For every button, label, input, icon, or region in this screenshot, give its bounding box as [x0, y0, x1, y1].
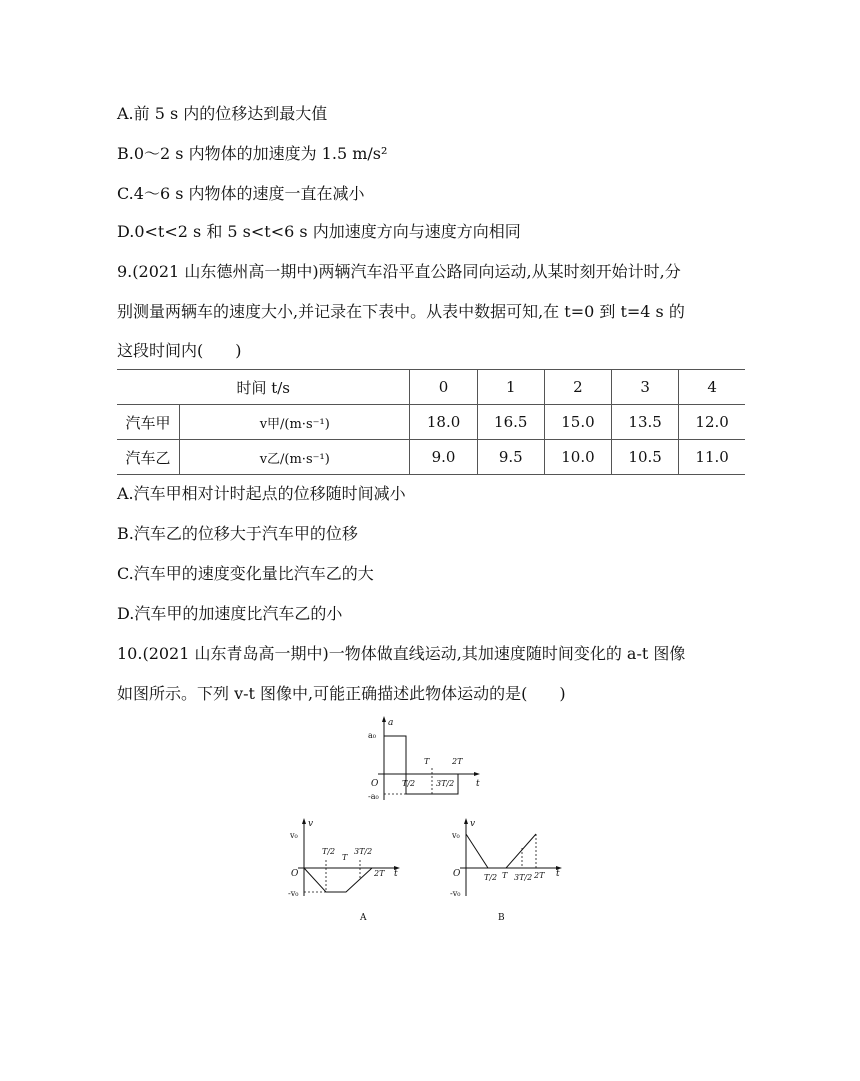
velocity-table: [117, 369, 745, 475]
q9-option-c: C.汽车甲的速度变化量比汽车乙的大: [117, 564, 374, 583]
tick-label-3t-half: 3T/2: [514, 873, 533, 882]
origin-label: O: [453, 869, 461, 879]
y-axis-arrow: [382, 716, 386, 722]
q9-option-d: D.汽车甲的加速度比汽车乙的小: [117, 604, 343, 623]
table-cell: 9.5: [477, 440, 544, 475]
tick-label-t: T: [424, 757, 430, 766]
tick-label-3t-half: 3T/2: [354, 847, 373, 856]
q10-stem-line-2: 如图所示。下列 v-t 图像中,可能正确描述此物体运动的是( ): [117, 684, 566, 703]
origin-label: O: [371, 779, 379, 789]
option-caption-b: B: [498, 913, 505, 923]
a0-label: a₀: [368, 731, 376, 740]
velocity-line: [466, 834, 536, 868]
tick-label-t: T: [342, 853, 348, 862]
q9-option-b: B.汽车乙的位移大于汽车甲的位移: [117, 524, 358, 543]
option-caption-a: A: [360, 913, 367, 923]
table-time-cell: 4: [679, 370, 745, 405]
x-axis-label: t: [556, 869, 560, 879]
table-row: [117, 440, 745, 475]
tick-label-2t: 2T: [534, 871, 545, 880]
tick-label-t: T: [502, 871, 508, 880]
y-axis-label: v: [470, 819, 476, 829]
table-cell: 16.5: [477, 405, 544, 440]
neg-v0-label: -v₀: [450, 889, 461, 898]
neg-a0-label: -a₀: [368, 792, 379, 801]
table-header-row: [117, 370, 745, 405]
y-axis-arrow: [464, 818, 468, 824]
q8-option-a: A.前 5 s 内的位移达到最大值: [117, 104, 328, 123]
table-car-name: 汽车甲: [117, 405, 180, 440]
table-cell: 9.0: [410, 440, 477, 475]
table-time-cell: 0: [410, 370, 477, 405]
tick-label-half-t: T/2: [322, 847, 336, 856]
q10-stem-line-1: 10.(2021 山东青岛高一期中)一物体做直线运动,其加速度随时间变化的 a-t 图像: [117, 644, 686, 663]
tick-label-3t-half: 3T/2: [436, 779, 455, 788]
tick-label-2t: 2T: [374, 869, 385, 878]
origin-label: O: [291, 869, 299, 879]
table-unit: v甲/(m·s⁻¹): [180, 405, 410, 440]
x-axis-label: t: [476, 779, 480, 789]
tick-label-2t: 2T: [452, 757, 463, 766]
table-cell: 10.5: [612, 440, 679, 475]
x-axis-label: t: [394, 869, 398, 879]
table-car-name: 汽车乙: [117, 440, 180, 475]
y-axis-label: v: [308, 819, 314, 829]
table-cell: 10.0: [544, 440, 611, 475]
table-cell: 13.5: [612, 405, 679, 440]
table-time-cell: 2: [544, 370, 611, 405]
v-t-graph-a: [286, 816, 406, 926]
y-axis-label: a: [388, 718, 394, 728]
table-cell: 11.0: [679, 440, 745, 475]
y-axis-arrow: [302, 818, 306, 824]
tick-label-half-t: T/2: [402, 779, 416, 788]
tick-label-half-t: T/2: [484, 873, 498, 882]
neg-v0-label: -v₀: [288, 889, 299, 898]
v-t-graph-b: [448, 816, 568, 926]
table-cell: 15.0: [544, 405, 611, 440]
table-time-cell: 3: [612, 370, 679, 405]
v0-label: v₀: [290, 831, 298, 840]
v0-label: v₀: [452, 831, 460, 840]
q9-option-a: A.汽车甲相对计时起点的位移随时间减小: [117, 484, 406, 503]
table-time-cell: 1: [477, 370, 544, 405]
table-row: [117, 405, 745, 440]
q8-option-c: C.4～6 s 内物体的速度一直在减小: [117, 184, 365, 203]
q9-stem-line-3: 这段时间内( ): [117, 341, 242, 360]
table-cell: 18.0: [410, 405, 477, 440]
table-header-label: 时间 t/s: [117, 370, 410, 405]
q8-option-d: D.0<t<2 s 和 5 s<t<6 s 内加速度方向与速度方向相同: [117, 222, 521, 241]
a-t-graph: [366, 714, 486, 804]
q9-stem-line-1: 9.(2021 山东德州高一期中)两辆汽车沿平直公路同向运动,从某时刻开始计时,分: [117, 262, 681, 281]
velocity-line: [304, 868, 372, 892]
q8-option-b: B.0～2 s 内物体的加速度为 1.5 m/s²: [117, 144, 388, 163]
q9-stem-line-2: 别测量两辆车的速度大小,并记录在下表中。从表中数据可知,在 t=0 到 t=4 s 的: [117, 302, 685, 321]
x-axis-arrow: [474, 772, 480, 776]
table-unit: v乙/(m·s⁻¹): [180, 440, 410, 475]
table-cell: 12.0: [679, 405, 745, 440]
